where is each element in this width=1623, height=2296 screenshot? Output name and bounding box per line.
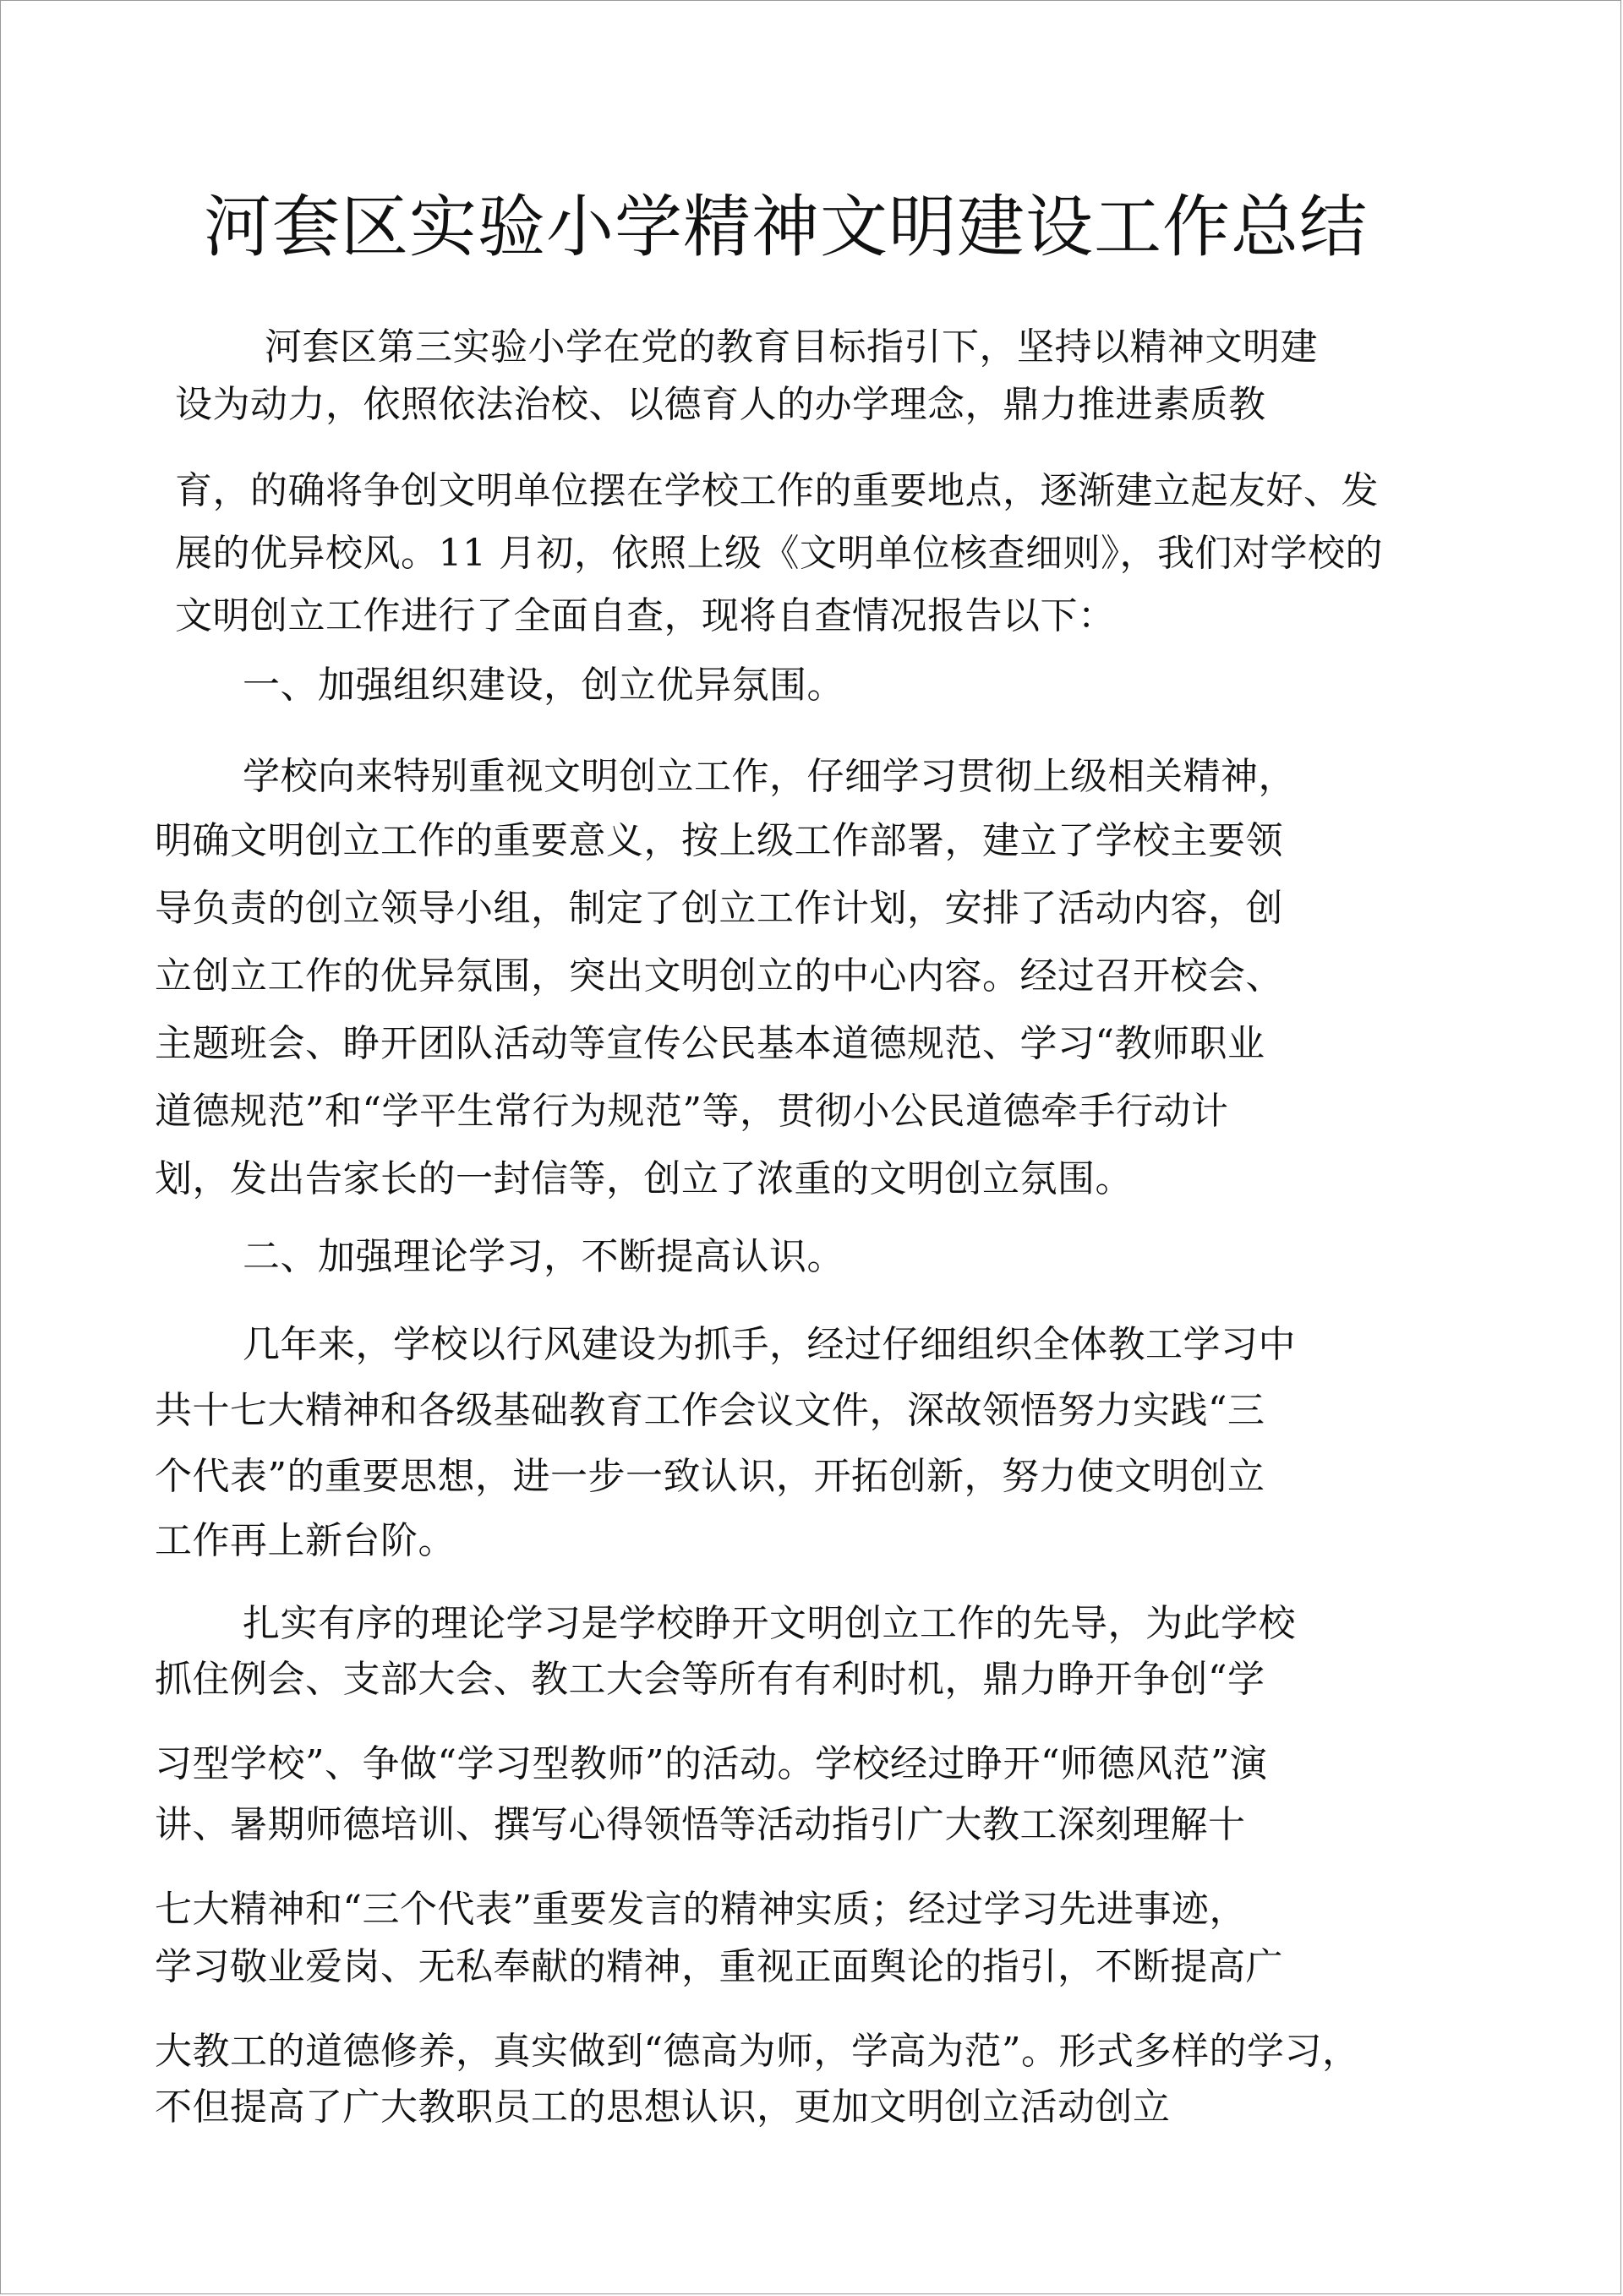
section-heading: 一、加强组织建设，创立优异氛围。	[243, 664, 844, 707]
paragraph-line: 道德规范”和“学平生常行为规范”等，贯彻小公民道德牵手行动计	[155, 1090, 1229, 1133]
paragraph-line: 几年来，学校以行风建设为抓手，经过仔细组织全体教工学习中	[243, 1323, 1296, 1366]
paragraph-line: 立创立工作的优异氛围，突出文明创立的中心内容。经过召开校会、	[155, 954, 1283, 998]
paragraph-line: 导负责的创立领导小组，制定了创立工作计划，安排了活动内容，创	[155, 887, 1283, 930]
paragraph-line: 划，发出告家长的一封信等，创立了浓重的文明创立氛围。	[155, 1157, 1133, 1200]
paragraph-line: 不但提高了广大教职员工的思想认识，更加文明创立活动创立	[155, 2086, 1171, 2129]
paragraph-line: 设为动力，依照依法治校、以德育人的办学理念，鼎力推进素质教	[175, 383, 1266, 426]
paragraph-line: 工作再上新台阶。	[155, 1519, 456, 1562]
paragraph-line: 河套区第三实验小学在党的教育目标指引下，坚持以精神文明建	[265, 325, 1318, 369]
paragraph-line: 主题班会、睁开团队活动等宣传公民基本道德规范、学习“教师职业	[155, 1022, 1265, 1065]
paragraph-line: 个代表”的重要思想，进一步一致认识，开拓创新，努力使文明创立	[155, 1455, 1265, 1498]
paragraph-line: 抓住例会、支部大会、教工大会等所有有利时机，鼎力睁开争创“学	[155, 1658, 1265, 1701]
paragraph-line: 讲、暑期师德培训、撰写心得领悟等活动指引广大教工深刻理解十	[155, 1803, 1246, 1846]
paragraph-line: 展的优异校风。11 月初，依照上级《文明单位核查细则》，我们对学校的	[175, 532, 1383, 575]
paragraph-line: 学校向来特别重视文明创立工作，仔细学习贯彻上级相关精神，	[243, 755, 1296, 798]
paragraph-line: 文明创立工作进行了全面自查，现将自查情况报告以下：	[175, 594, 1116, 637]
document-title: 河套区实验小学精神文明建设工作总结	[204, 188, 1368, 266]
paragraph-line: 大教工的道德修养，真实做到“德高为师，学高为范”。形式多样的学习，	[155, 2030, 1360, 2073]
paragraph-line: 七大精神和“三个代表”重要发言的精神实质；经过学习先进事迹，	[155, 1888, 1247, 1931]
paragraph-line: 共十七大精神和各级基础教育工作会议文件，深故领悟努力实践“三	[155, 1389, 1265, 1432]
section-heading: 二、加强理论学习，不断提高认识。	[243, 1235, 844, 1278]
paragraph-line: 习型学校”、争做“学习型教师”的活动。学校经过睁开“师德风范”演	[155, 1742, 1268, 1785]
paragraph-line: 学习敬业爱岗、无私奉献的精神，重视正面舆论的指引，不断提高广	[155, 1945, 1283, 1988]
paragraph-line: 扎实有序的理论学习是学校睁开文明创立工作的先导，为此学校	[243, 1602, 1296, 1645]
paragraph-line: 育，的确将争创文明单位摆在学校工作的重要地点，逐渐建立起友好、发	[175, 469, 1379, 512]
paragraph-line: 明确文明创立工作的重要意义，按上级工作部署，建立了学校主要领	[155, 819, 1283, 862]
